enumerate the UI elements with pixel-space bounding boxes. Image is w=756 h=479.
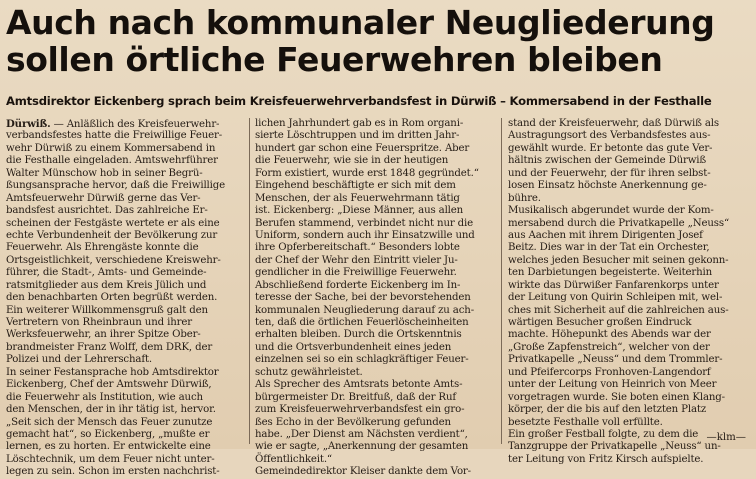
article-line: teresse der Sache, bei der bevorstehenden [255, 292, 471, 304]
article-line: Privatkapelle „Neuss“ und dem Trommler- [508, 354, 723, 366]
article-line: bürgermeister Dr. Breitfuß, daß der Ruf [255, 391, 456, 403]
article-line: Austragungsort des Verbandsfestes aus- [508, 130, 711, 142]
article-line: ßungsansprache hervor, daß die Freiwillige [6, 180, 226, 192]
dateline: Dürwiß. [6, 118, 51, 130]
article-line: sierte Löschtruppen und im dritten Jahr- [255, 130, 460, 142]
article-line: ihre Opferbereitschaft.“ Besonders lobte [255, 242, 460, 254]
article-line: stand der Kreisfeuerwehr, daß Dürwiß als [508, 118, 719, 129]
article-line: „Seit sich der Mensch das Feuer zunutze [6, 416, 213, 428]
article-line: Beitz. Dies war in der Tat ein Orchester, [508, 242, 710, 254]
article-line: ist. Eickenberg: „Diese Männer, aus allen [255, 205, 464, 217]
headline-line-2: sollen örtliche Feuerwehren bleiben [6, 40, 663, 79]
article-line: Form existiert, wurde erst 1848 gegründet.“ [255, 167, 479, 179]
article-line: Eingehend beschäftigte er sich mit dem [255, 180, 456, 192]
article-line: den Menschen, der in ihr tätig ist, hervor. [6, 404, 216, 416]
article-line: wirkte das Dürwißer Fanfarenkorps unter [508, 279, 719, 291]
article-line: Polizei und der Lehrerschaft. [6, 354, 152, 366]
headline [6, 4, 750, 78]
article-line: In seiner Festansprache hob Amtsdirektor [6, 366, 219, 378]
article-line: lichen Jahrhundert gab es in Rom organi- [255, 118, 464, 129]
article-line: Amtsfeuerwehr Dürwiß gerne das Ver- [6, 192, 201, 204]
column-divider-1 [249, 118, 250, 444]
article-line: Menschen, der als Feuerwehrmann tätig [255, 192, 460, 204]
article-line: wärtigen Besucher großen Eindruck [508, 317, 692, 328]
column-divider-2 [501, 118, 502, 444]
article-line: die Feuerwehr, wie sie in der heutigen [255, 155, 449, 167]
article-line: und Pfeifercorps Fronhoven-Langendorf [508, 366, 711, 378]
article-line: kommunalen Neugliederung darauf zu ach- [255, 304, 474, 316]
article-line: Als Sprecher des Amtsrats betonte Amts- [255, 379, 463, 391]
article-line: und die Ortsverbundenheit eines jeden [255, 341, 452, 353]
article-line: die Feuerwehr als Institution, wie auch [6, 391, 203, 403]
article-line: gewählt wurde. Er betonte das gute Ver- [508, 142, 713, 154]
article-line: ßes Echo in der Bevölkerung gefunden [255, 416, 451, 428]
article-column-1 [6, 118, 244, 478]
article-line: Musikalisch abgerundet wurde der Kom- [508, 205, 714, 217]
article-line: habe. „Der Dienst am Nächsten verdient“, [255, 428, 468, 440]
article-line: bandsfest ausrichtet. Das zahlreiche Er- [6, 205, 208, 217]
article-line: körper, der die bis auf den letzten Platz [508, 404, 707, 416]
article-line: hältnis zwischen der Gemeinde Dürwiß [508, 155, 707, 167]
article-line: verbandsfestes hatte die Freiwillige Feuer- [6, 130, 223, 142]
article-line: der Leitung von Quirin Schleipen mit, wel- [508, 292, 723, 304]
article-line: lernen, es zu horten. Er entwickelte eine [6, 441, 211, 453]
article-line: führer, die Stadt-, Amts- und Gemeinde- [6, 267, 207, 279]
article-line: Eickenberg, Chef der Amtswehr Dürwiß, [6, 379, 212, 391]
article-line: Löschtechnik, um dem Feuer nicht unter- [6, 453, 215, 465]
article-line: „Große Zapfenstreich“, welcher von der [508, 341, 710, 353]
article-line: erhalten bleiben. Durch die Ortskenntnis [255, 329, 462, 341]
article-line: Berufen stammend, verbindet nicht nur die [255, 217, 474, 229]
headline-line-1: Auch nach kommunaler Neugliederung [6, 3, 715, 42]
article-line: zum Kreisfeuerwehrverbandsfest ein gro- [255, 404, 465, 416]
article-line: echte Verbundenheit der Bevölkerung zur [6, 229, 218, 241]
article-line: Vertretern von Rheinbraun und ihrer [6, 317, 192, 328]
article-line: Öffentlichkeit.“ [255, 453, 332, 465]
article-line: machte. Höhepunkt des Abends war der [508, 329, 711, 341]
article-line: losen Einsatz höchste Anerkennung ge- [508, 180, 707, 192]
article-column-3 [508, 118, 752, 465]
article-line: ter Leitung von Fritz Kirsch aufspielte. [508, 453, 704, 465]
article-line: Feuerwehr. Als Ehrengäste konnte die [6, 242, 199, 254]
article-line: mersabend durch die Privatkapelle „Neuss“ [508, 217, 730, 229]
article-line: Tanzgruppe der Privatkapelle „Neuss“ un- [508, 441, 721, 453]
article-line: wehr Dürwiß zu einem Kommersabend in [6, 142, 216, 154]
article-line: Dürwiß. — Anläßlich des Kreisfeuerwehr- [6, 118, 220, 130]
article-line: gendlicher in die Freiwillige Feuerwehr. [255, 267, 457, 279]
article-line: Ortsgeistlichkeit, verschiedene Kreiswehr- [6, 254, 221, 266]
article-line: den benachbarten Orten begrüßt werden. [6, 292, 218, 304]
article-line: hundert gar schon eine Feuerspritze. Aber [255, 142, 470, 154]
article-line: der Chef der Wehr den Eintritt vieler Ju- [255, 254, 458, 266]
article-line: ratsmitglieder aus dem Kreis Jülich und [6, 279, 207, 291]
article-line: bühre. [508, 192, 541, 204]
article-line: Walter Münschow hob in seiner Begrü- [6, 167, 203, 179]
article-line: vorgetragen wurde. Sie boten einen Klang- [508, 391, 725, 403]
article-line: unter der Leitung von Heinrich von Meer [508, 379, 717, 391]
article-line: ches mit Sicherheit auf die zahlreichen aus- [508, 304, 729, 316]
author-signature: —klm— [706, 432, 746, 443]
article-line: besetzte Festhalle voll erfüllte. [508, 416, 663, 428]
article-line: einzelnen sei so ein schlagkräftiger Feuer- [255, 354, 469, 366]
article-line: Abschließend forderte Eickenberg im In- [255, 279, 461, 291]
article-line: Gemeindedirektor Kleiser dankte dem Vor- [255, 466, 471, 478]
article-line: Ein weiterer Willkommensgruß galt den [6, 304, 208, 316]
article-line: und der Feuerwehr, der für ihren selbst- [508, 167, 711, 179]
article-line: brandmeister Franz Wolff, dem DRK, der [6, 341, 213, 353]
article-line: gemacht hat“, so Eickenberg, „mußte er [6, 428, 210, 440]
article-line: Uniform, sondern auch ihr Einsatzwille und [255, 229, 475, 241]
article-line: aus Aachen mit ihrem Dirigenten Josef [508, 229, 703, 241]
article-line: Ein großer Festball folgte, zu dem die [508, 428, 699, 440]
article-line: die Festhalle eingeladen. Amtswehrführer [6, 155, 218, 167]
article-line: legen zu sein. Schon im ersten nachchrist- [6, 466, 220, 478]
article-line: ten Darbietungen begeisterte. Weiterhin [508, 267, 713, 279]
article-line: schutz gewährleistet. [255, 366, 363, 378]
article-line: Werksfeuerwehr, an ihrer Spitze Ober- [6, 329, 201, 341]
article-line: scheinen der Festgäste wertete er als eine [6, 217, 220, 229]
article-line: welches jeden Besucher mit seinen gekonn- [508, 254, 729, 266]
article-column-2 [255, 118, 495, 478]
article-line: wie er sagte, „Anerkennung der gesamten [255, 441, 469, 453]
article-line: ten, daß die örtlichen Feuerlöscheinheiten [255, 317, 469, 328]
subheadline: Amtsdirektor Eickenberg sprach beim Kreisfeuerwehrverbandsfest in Dürwiß – Kommersabend in der Festhalle [6, 94, 712, 108]
